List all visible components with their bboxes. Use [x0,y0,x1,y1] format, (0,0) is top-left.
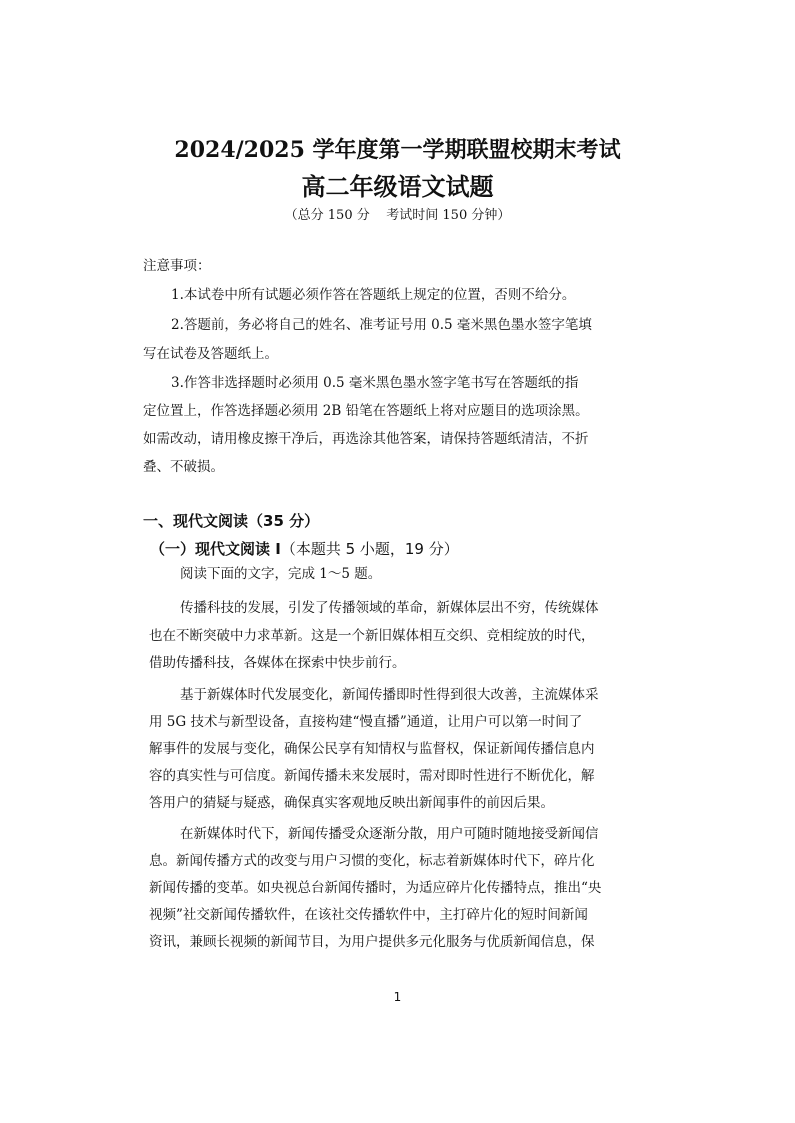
exam-meta: （总分 150 分 考试时间 150 分钟） [284,208,511,223]
passage-line: 解事件的发展与变化，确保公民享有知情权与监督权，保证新闻传播信息内 [149,741,595,757]
page-number: 1 [393,990,402,1004]
passage-line: 传播科技的发展，引发了传播领域的革命，新媒体层出不穷，传统媒体 [180,600,599,616]
subsection-heading [150,538,459,559]
notice-line: 写在试卷及答题纸上。 [143,346,278,362]
passage-line: 答用户的猜疑与疑惑，确保真实客观地反映出新闻事件的前因后果。 [149,795,554,811]
subsection-detail: （本题共 5 小题，19 分） [280,540,459,558]
passage-line: 用 5G 技术与新型设备，直接构建“慢直播”通道，让用户可以第一时间了 [149,714,583,730]
reading-instruction: 阅读下面的文字，完成 1～5 题。 [180,566,382,582]
passage-line: 容的真实性与可信度。新闻传播未来发展时，需对即时性进行不断优化，解 [149,768,595,784]
notice-line: 如需改动，请用橡皮擦干净后，再选涂其他答案，请保持答题纸清洁，不折 [143,431,589,447]
subsection-title: （一）现代文阅读 I [150,540,281,558]
passage-line: 新闻传播的变革。如央视总台新闻传播时，为适应碎片化传播特点，推出“央 [149,880,602,896]
passage-line: 在新媒体时代下，新闻传播受众逐渐分散，用户可随时随地接受新闻信 [180,826,599,842]
passage-line: 视频”社交新闻传播软件，在该社交传播软件中，主打碎片化的短时间新闻 [149,907,588,923]
passage-line: 也在不断突破中力求革新。这是一个新旧媒体相互交织、竞相绽放的时代， [149,628,595,644]
passage-line: 借助传播科技，各媒体在探索中快步前行。 [149,655,406,671]
notice-label: 注意事项： [143,258,211,274]
notice-line: 定位置上，作答选择题必须用 2B 铅笔在答题纸上将对应题目的选项涂黑。 [143,403,589,419]
section-heading: 一、现代文阅读（35 分） [143,512,320,530]
exam-subtitle: 高二年级语文试题 [301,172,494,201]
passage-line: 资讯，兼顾长视频的新闻节目，为用户提供多元化服务与优质新闻信息，保 [149,934,595,950]
passage-line: 基于新媒体时代发展变化，新闻传播即时性得到很大改善，主流媒体采 [180,687,599,703]
notice-line: 叠、不破损。 [143,459,224,475]
exam-title: 2024/2025 学年度第一学期联盟校期末考试 [174,137,621,163]
notice-line: 2.答题前，务必将自己的姓名、准考证号用 0.5 毫米黑色墨水签字笔填 [171,317,592,333]
notice-line: 1.本试卷中所有试题必须作答在答题纸上规定的位置，否则不给分。 [171,287,576,303]
passage-line: 息。新闻传播方式的改变与用户习惯的变化，标志着新媒体时代下，碎片化 [149,853,595,869]
notice-line: 3.作答非选择题时必须用 0.5 毫米黑色墨水签字笔书写在答题纸的指 [171,375,579,391]
